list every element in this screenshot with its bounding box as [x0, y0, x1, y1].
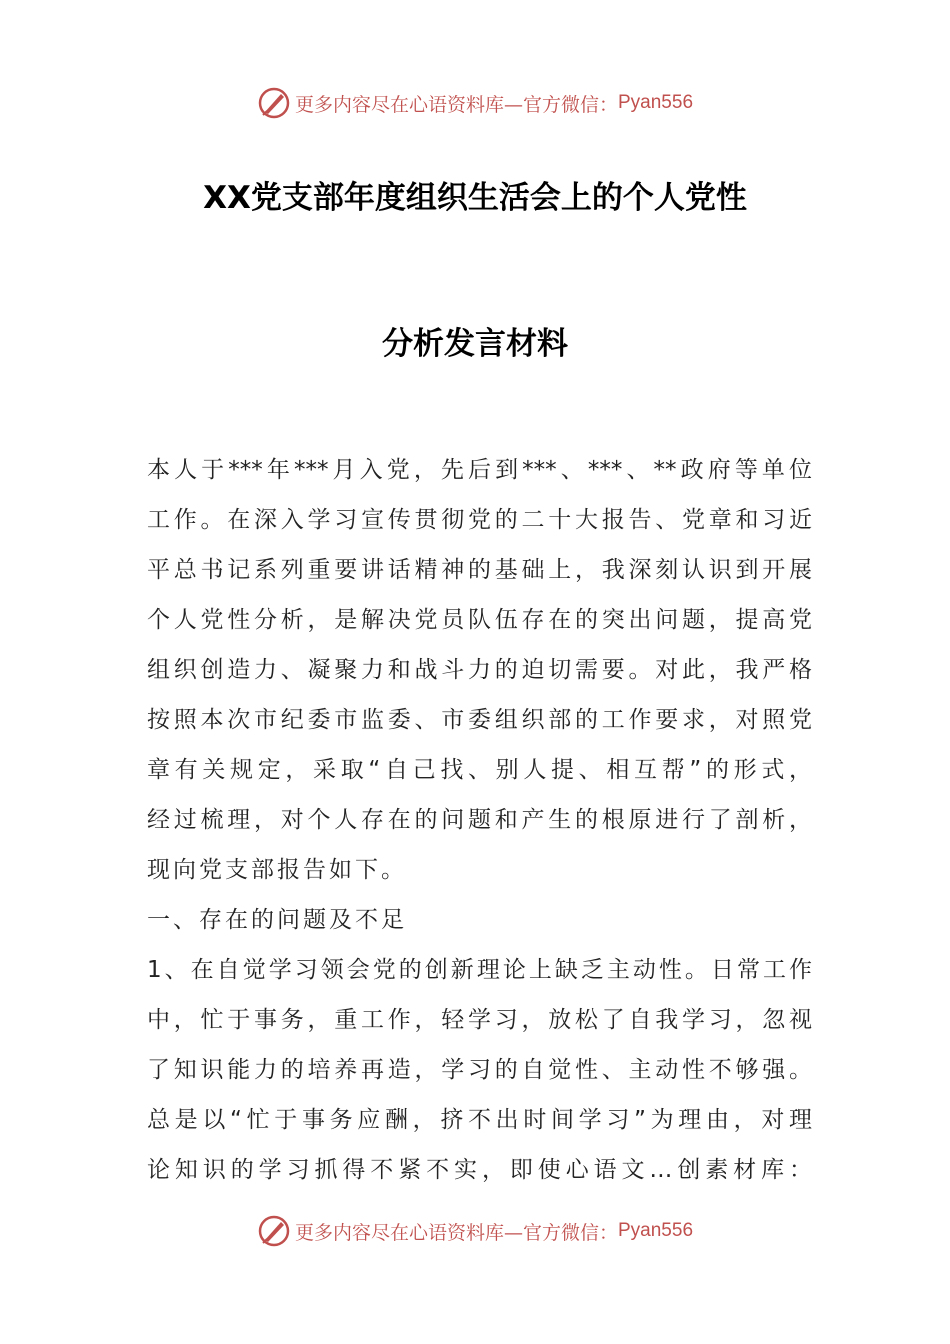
watermark-wechat-id: Pyan556: [618, 92, 694, 113]
quill-logo-icon: [257, 86, 291, 120]
body-line: 现向党支部报告如下。: [147, 857, 407, 883]
body-line: 总是以“忙于事务应酬，挤不出时间学习”为理由，对理: [147, 1107, 812, 1133]
watermark-text: 更多内容尽在心语资料库—官方微信：: [294, 93, 618, 116]
document-title-line-2: 分析发言材料: [382, 326, 568, 362]
watermark-banner-top: [0, 83, 950, 123]
watermark-banner-bottom: [0, 1211, 950, 1251]
document-title-line-1: XX党支部年度组织生活会上的个人党性: [203, 180, 747, 216]
body-line: 按照本次市纪委市监委、市委组织部的工作要求，对照党: [147, 707, 812, 733]
body-line: 经过梳理，对个人存在的问题和产生的根原进行了剖析，: [147, 807, 812, 833]
body-line: 论知识的学习抓得不紧不实，即使心语文…创素材库：: [147, 1157, 812, 1183]
watermark-text: 更多内容尽在心语资料库—官方微信：: [294, 1221, 618, 1244]
body-line: 了知识能力的培养再造，学习的自觉性、主动性不够强。: [147, 1057, 812, 1083]
body-line: 组织创造力、凝聚力和战斗力的迫切需要。对此，我严格: [147, 657, 812, 683]
body-line: 1、在自觉学习领会党的创新理论上缺乏主动性。日常工作: [147, 957, 812, 983]
body-line: 平总书记系列重要讲话精神的基础上，我深刻认识到开展: [147, 557, 812, 583]
section-heading: 一、存在的问题及不足: [147, 907, 407, 933]
body-line: 工作。在深入学习宣传贯彻党的二十大报告、党章和习近: [147, 507, 812, 533]
quill-logo-icon: [257, 1214, 291, 1248]
body-line: 本人于***年***月入党，先后到***、***、**政府等单位: [147, 457, 812, 483]
document-body: [147, 445, 812, 1195]
body-line: 章有关规定，采取“自己找、别人提、相互帮”的形式，: [147, 757, 812, 783]
body-line: 个人党性分析，是解决党员队伍存在的突出问题，提高党: [147, 607, 812, 633]
watermark-wechat-id: Pyan556: [618, 1220, 694, 1241]
body-line: 中，忙于事务，重工作，轻学习，放松了自我学习，忽视: [147, 1007, 812, 1033]
